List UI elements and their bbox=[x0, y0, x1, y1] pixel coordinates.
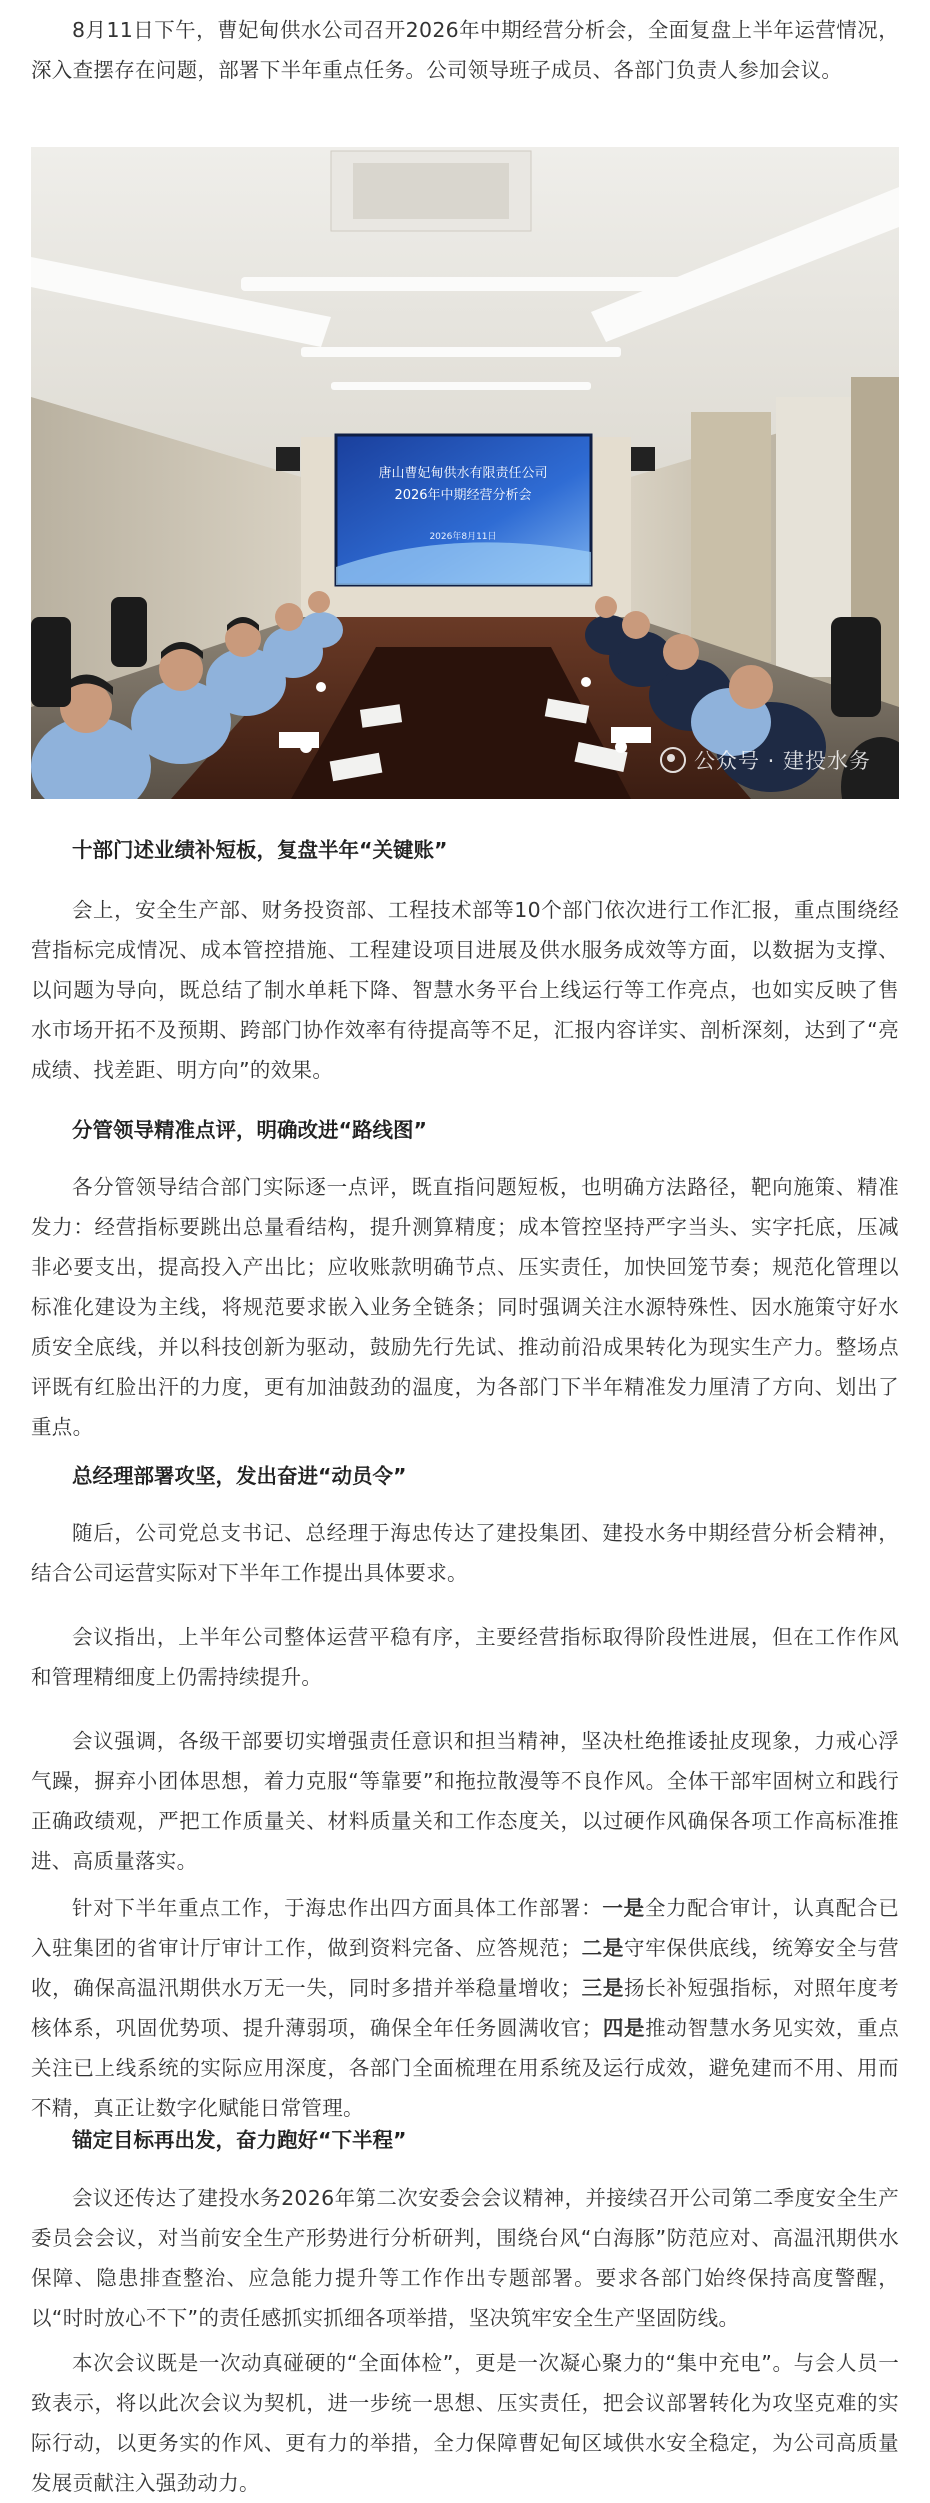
screen-date: 2026年8月11日 bbox=[429, 532, 497, 542]
wechat-icon bbox=[660, 747, 686, 773]
screen-title-line1: 唐山曹妃甸供水有限责任公司 bbox=[378, 466, 548, 481]
watermark-text: 公众号 · 建投水务 bbox=[693, 749, 871, 773]
task-1-text: 全力配合审计，认真配合已入驻集团的省审计厅审计工作，做到资料完备、应答规范； bbox=[31, 1896, 899, 1960]
section-heading-2: 分管领导精准点评，明确改进“路线图” bbox=[72, 1118, 427, 1142]
section-2-paragraph-1: 各分管领导结合部门实际逐一点评，既直指问题短板，也明确方法路径，靶向施策、精准发力：经营指标要跳出总量看结构，提升测算精度；成本管控坚持严字当头、实字托底，压减非必要支出，提高投入产出比；应收账款明确节点、压实责任，加快回笼节奏；规范化管理以标准化建设为主线，将规范要求嵌入业务全链条；同时强调关注水源特殊性、因水施策守好水质安全底线，并以科技创新为驱动，鼓励先行先试、推动前沿成果转化为现实生产力。整场点评既有红脸出汗的力度，更有加油鼓劲的温度，为各部门下半年精准发力厘清了方向、划出了重点。 bbox=[31, 1175, 899, 1439]
meeting-photo bbox=[31, 147, 899, 799]
section-heading-1: 十部门述业绩补短板，复盘半年“关键账” bbox=[72, 838, 448, 862]
intro-paragraph: 8月11日下午，曹妃甸供水公司召开2026年中期经营分析会，全面复盘上半年运营情况，深入查摆存在问题，部署下半年重点任务。公司领导班子成员、各部门负责人参加会议。 bbox=[31, 18, 899, 82]
task-2-text: 守牢保供底线，统筹安全与营收，确保高温汛期供水万无一失，同时多措并举稳量增收； bbox=[31, 1936, 899, 2000]
section-1-paragraph-1: 会上，安全生产部、财务投资部、工程技术部等10个部门依次进行工作汇报，重点围绕经营指标完成情况、成本管控措施、工程建设项目进展及供水服务成效等方面，以数据为支撑、以问题为导向，既总结了制水单耗下降、智慧水务平台上线运行等工作亮点，也如实反映了售水市场开拓不及预期、跨部门协作效率有待提高等不足，汇报内容详实、剖析深刻，达到了“亮成绩、找差距、明方向”的效果。 bbox=[31, 898, 899, 1082]
section-3-paragraph-3: 会议强调，各级干部要切实增强责任意识和担当精神，坚决杜绝推诿扯皮现象，力戒心浮气躁，摒弃小团体思想，着力克服“等靠要”和拖拉散漫等不良作风。全体干部牢固树立和践行正确政绩观，严把工作质量关、材料质量关和工作态度关，以过硬作风确保各项工作高标准推进、高质量落实。 bbox=[31, 1729, 899, 1873]
watermark bbox=[660, 745, 871, 775]
section-4-paragraph-2: 本次会议既是一次动真碰硬的“全面体检”，更是一次凝心聚力的“集中充电”。与会人员一致表示，将以此次会议为契机，进一步统一思想、压实责任，把会议部署转化为攻坚克难的实际行动，以更务实的作风、更有力的举措，全力保障曹妃甸区域供水安全稳定，为公司高质量发展贡献注入强劲动力。 bbox=[31, 2351, 899, 2495]
task-2-label: 二是 bbox=[581, 1936, 625, 1960]
task-4-label: 四是 bbox=[602, 2016, 646, 2040]
section-heading-3: 总经理部署攻坚，发出奋进“动员令” bbox=[72, 1464, 407, 1488]
task-1-label: 一是 bbox=[602, 1896, 645, 1920]
task-3-label: 三是 bbox=[581, 1976, 625, 2000]
section-4-paragraph-1: 会议还传达了建投水务2026年第二次安委会会议精神，并接续召开公司第二季度安全生产委员会会议，对当前安全生产形势进行分析研判，围绕台风“白海豚”防范应对、高温汛期供水保障、隐患排查整治、应急能力提升等工作作出专题部署。要求各部门始终保持高度警醒，以“时时放心不下”的责任感抓实抓细各项举措，坚决筑牢安全生产坚固防线。 bbox=[31, 2186, 899, 2330]
tasks-lead: 针对下半年重点工作，于海忠作出四方面具体工作部署： bbox=[72, 1896, 603, 1920]
section-3-paragraph-2: 会议指出，上半年公司整体运营平稳有序，主要经营指标取得阶段性进展，但在工作作风和管理精细度上仍需持续提升。 bbox=[31, 1625, 899, 1689]
task-3-text: 扬长补短强指标，对照年度考核体系，巩固优势项、提升薄弱项，确保全年任务圆满收官； bbox=[31, 1976, 899, 2040]
section-3-tasks-paragraph bbox=[31, 1888, 899, 2128]
section-heading-4: 锚定目标再出发，奋力跑好“下半程” bbox=[72, 2128, 407, 2152]
task-4-text: 推动智慧水务见实效，重点关注已上线系统的实际应用深度，各部门全面梳理在用系统及运行成效，避免建而不用、用而不精，真正让数字化赋能日常管理。 bbox=[31, 2016, 899, 2120]
section-3-paragraph-1: 随后，公司党总支书记、总经理于海忠传达了建投集团、建投水务中期经营分析会精神，结合公司运营实际对下半年工作提出具体要求。 bbox=[31, 1521, 899, 1585]
screen-title-line2: 2026年中期经营分析会 bbox=[394, 488, 532, 503]
